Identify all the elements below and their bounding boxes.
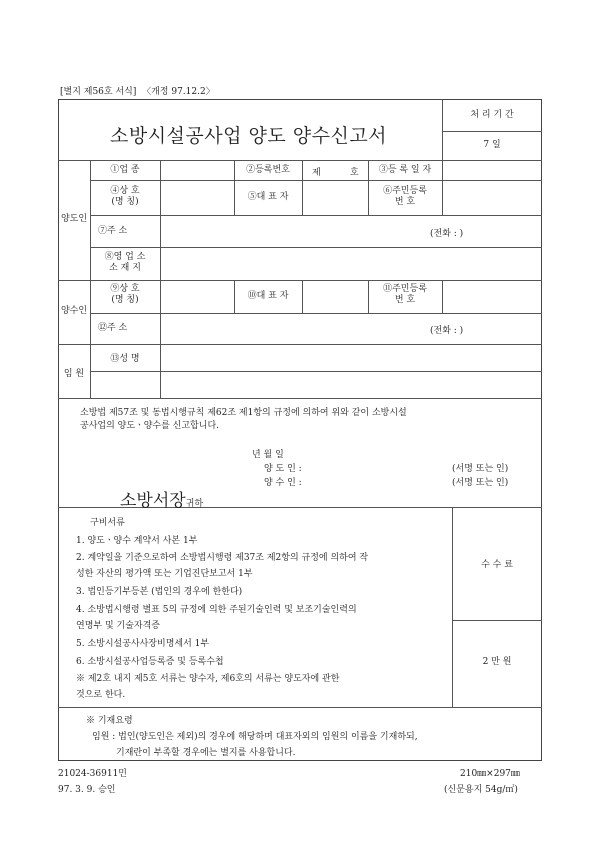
officer-name-label: ⑬성 명 [110, 354, 140, 364]
notes-line-2: 기재란이 부족할 경우에는 별지를 사용합니다. [116, 748, 296, 758]
document-item-2: 2. 계약일을 기준으로하여 소방법시행령 제37조 제2항의 규정에 의하여 작 [76, 553, 369, 563]
date-line: 년 월 일 [252, 450, 284, 460]
addressee: 소방서장귀하 [120, 491, 204, 511]
transferor-phone: (전화 : ) [430, 229, 464, 239]
processing-period-label: 처 리 기 간 [470, 110, 514, 120]
transferee-trade-name-label: ⑨상 호 (명 칭) [110, 284, 140, 305]
transferee-resident-no-label: ⑪주민등록 번 호 [383, 284, 427, 305]
transferor-section-label: 양도인 [60, 214, 88, 224]
form-number: [별지 제56호 서식] 〈개정 97.12.2〉 [60, 87, 215, 97]
address-label: ⑦주 소 [98, 226, 128, 236]
representative-label: ⑤대 표 자 [247, 192, 289, 202]
transferee-address-label: ⑫주 소 [98, 323, 128, 333]
document-item-5: 5. 소방시설공사사장비명세서 1부 [76, 639, 210, 649]
business-type-label: ①업 종 [110, 165, 140, 175]
officer-section-label: 임 원 [63, 369, 85, 379]
transferee-representative-label: ⑩대 표 자 [247, 291, 289, 301]
documents-title: 구비서류 [90, 518, 125, 528]
reg-no-suffix: 호 [350, 168, 359, 178]
transferor-sign-note: (서명 또는 인) [452, 464, 509, 474]
notes-title: ※ 기재요령 [86, 716, 133, 726]
statement-line-1: 소방법 제57조 및 동법시행규칙 제62조 제1항의 규정에 의하여 위와 같이 소방시설 [80, 408, 407, 418]
business-office-label: ⑧영 업 소 소 재 지 [104, 252, 146, 273]
transferee-sign-note: (서명 또는 인) [452, 478, 509, 488]
transferee-phone: (전화 : ) [430, 326, 464, 336]
fee-label: 수 수 료 [481, 560, 513, 570]
document-item-4: 4. 소방법시행령 별표 5의 규정에 의한 주된기술인력 및 보조기술인력의 [76, 605, 357, 615]
trade-name-label: ④상 호 (명 칭) [110, 186, 140, 207]
transferee-section-label: 양수인 [60, 306, 88, 316]
document-item-1: 1. 양도ㆍ양수 계약서 사본 1부 [76, 536, 198, 546]
document-item-4b: 연명부 및 기술자격증 [76, 621, 160, 631]
footer-size: 210㎜×297㎜ [460, 769, 520, 779]
reg-no-label: ②등록번호 [246, 165, 290, 175]
document-item-2b: 성한 자산의 평가액 또는 기업진단보고서 1부 [76, 569, 253, 579]
document-item-3: 3. 법인등기부등본 (법인의 경우에 한한다) [76, 587, 243, 597]
fee-value: 2 만 원 [482, 657, 512, 667]
statement-line-2: 공사업의 양도ㆍ양수를 신고합니다. [80, 421, 219, 431]
form-title: 소방시설공사업 양도 양수신고서 [110, 125, 388, 147]
transferee-sign-label: 양 수 인 : [264, 478, 302, 488]
revision-note: 〈개정 97.12.2〉 [142, 87, 215, 97]
footer-approval: 97. 3. 9. 승인 [58, 785, 116, 795]
reg-no-prefix: 제 [312, 168, 321, 178]
processing-period-value: 7 일 [483, 140, 501, 150]
notes-line-1: 임원 : 법인(양도인은 제외)의 경우에 해당하며 대표자외의 임원의 이름을 기재하되, [92, 732, 418, 742]
document-note: ※ 제2호 내지 제5호 서류는 양수자, 제6호의 서류는 양도자에 관한 [76, 674, 340, 684]
transferor-sign-label: 양 도 인 : [264, 464, 302, 474]
resident-no-label: ⑥주민등록 번 호 [383, 186, 427, 207]
footer-paper: (신문용지 54g/㎡) [444, 785, 518, 795]
document-note-2: 것으로 한다. [76, 690, 126, 700]
document-item-6: 6. 소방시설공사업등록증 및 등록수첩 [76, 657, 224, 667]
footer-code: 21024-36911민 [58, 769, 127, 779]
reg-date-label: ③등 록 일 자 [378, 165, 432, 175]
